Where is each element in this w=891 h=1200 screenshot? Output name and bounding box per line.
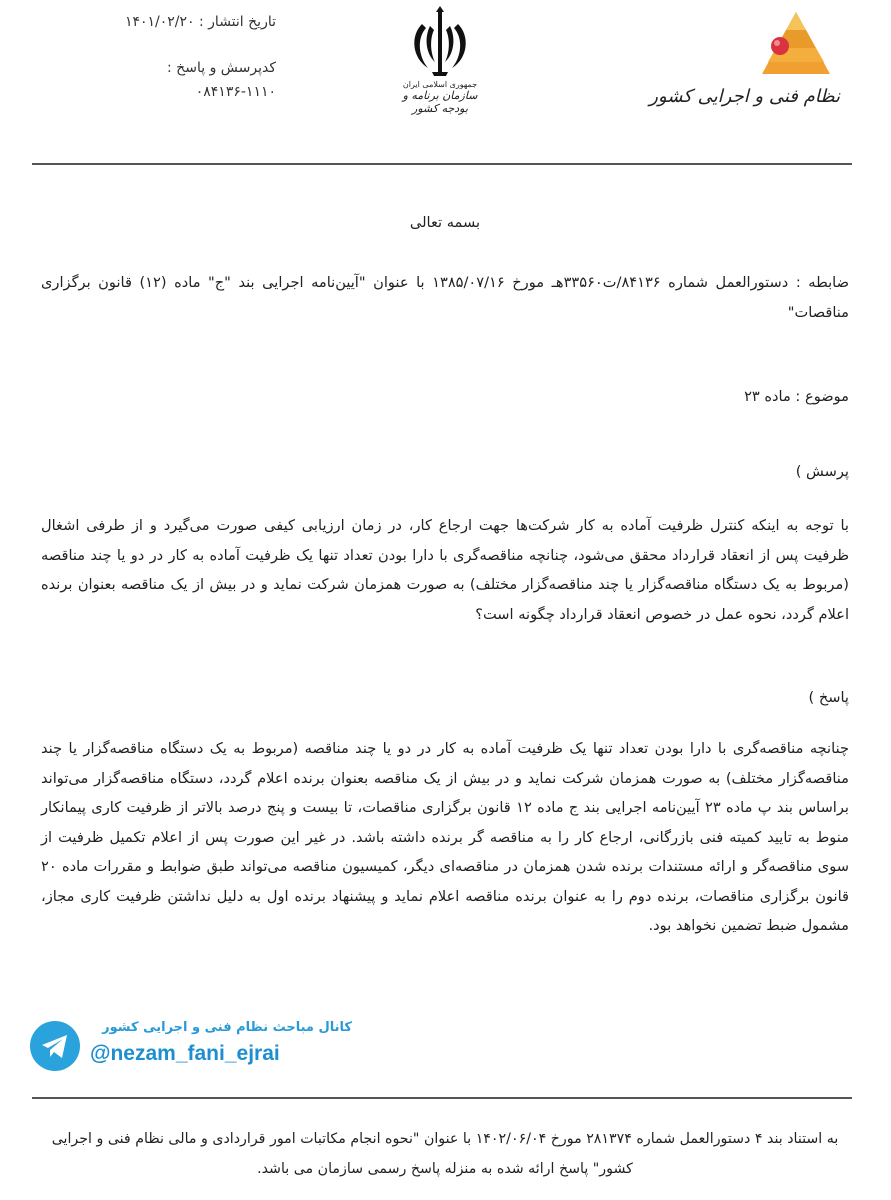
emblem-icon	[408, 6, 472, 78]
telegram-handle[interactable]: @nezam_fani_ejrai	[90, 1042, 280, 1065]
telegram-icon	[30, 1021, 80, 1071]
org-logo	[649, 8, 852, 118]
footer-note: به استناد بند ۴ دستورالعمل شماره ۲۸۱۳۷۴ مورخ ۱۴۰۲/۰۶/۰۴ با عنوان "نحوه انجام مکاتبات امور قراردادی و مالی نظام فنی و اجرایی کشور" پاسخ ارائه شده به منزله پاسخ رسمی سازمان می باشد.	[51, 1131, 839, 1177]
qa-code-value: ۰۸۴۱۳۶-۱۱۱۰	[195, 84, 276, 100]
emblem-caption-1: جمهوری اسلامی ایران	[402, 80, 478, 89]
rule-reference: ضابطه : دستورالعمل شماره ۸۴۱۳۶/ت۳۳۵۶۰هـ مورخ ۱۳۸۵/۰۷/۱۶ با عنوان "آیین‌نامه اجرایی بند "ج" ماده (۱۲) قانون برگزاری مناقصات"	[41, 274, 849, 321]
footer-divider	[32, 1097, 852, 1099]
question-text: با توجه به اینکه کنترل ظرفیت آماده به کار شرکت‌ها جهت ارجاع کار، در زمان ارزیابی کیفی صورت می‌گیرد و از طرفی اشغال ظرفیت پس از انعقاد قرارداد محقق می‌شود، چنانچه مناقصه‌گری با دارا بودن تعداد تنها یک ظرفیت آماده به کار در دو یا چند مناقصه (مربوط به یک دستگاه مناقصه‌گزار یا چند مناقصه‌گزار مختلف) به صورت همزمان شرکت نماید و در بیش از یک مناقصه بعنوان برنده اعلام گردد، نحوه عمل در خصوص انعقاد قرارداد چگونه است؟	[41, 517, 849, 623]
invocation: بسمه تعالی	[409, 214, 481, 231]
header-divider	[32, 163, 852, 165]
telegram-channel[interactable]	[30, 1018, 350, 1078]
question-heading: پرسش )	[795, 463, 849, 480]
publish-date: تاریخ انتشار : ۱۴۰۱/۰۲/۲۰	[124, 14, 276, 30]
org-logo-caption: نظام فنی و اجرایی کشور	[649, 86, 840, 107]
answer-heading: پاسخ )	[808, 689, 849, 706]
org-logo-icon	[744, 8, 834, 80]
iran-emblem	[388, 6, 492, 136]
answer-text: چنانچه مناقصه‌گری با دارا بودن تعداد تنها یک ظرفیت آماده به کار در دو یا چند مناقصه (مربوط به یک دستگاه مناقصه‌گزار یا چند مناقصه‌گزار مختلف) به صورت همزمان شرکت نماید و در بیش از یک مناقصه بعنوان برنده اعلام گردد، دستگاه مناقصه‌گزار می‌تواند براساس بند پ ماده ۲۳ آیین‌نامه اجرایی بند ج ماده ۱۲ قانون برگزاری مناقصات، تا بیست و پنج درصد بالاتر از ظرفیت کاری پیمانکار منوط به تایید کمیته فنی بازرگانی، ارجاع کار را به مناقصه گر برنده داشته باشد. در غیر این صورت پس از اعلام تکمیل ظرفیت از سوی مناقصه‌گر و ارائه مستندات برنده شدن همزمان در مناقصه‌ای دیگر، کمیسیون مناقصه می‌تواند طبق ضوابط و مقررات ماده ۲۰ قانون برگزاری مناقصات، برنده دوم را به عنوان برنده مناقصه اعلام نماید و پیشنهاد برنده اول به دلیل نداشتن ظرفیت کاری مجاز، مشمول ضبط تضمین نخواهد بود.	[41, 740, 849, 934]
qa-code-label: کدپرسش و پاسخ :	[167, 60, 276, 76]
document-meta	[86, 10, 276, 104]
subject-line: موضوع : ماده ۲۳	[744, 388, 849, 405]
telegram-channel-name: کانال مباحث نظام فنی و اجرایی کشور	[102, 1020, 352, 1035]
emblem-caption-2: سازمان برنامه و بودجه کشور	[402, 89, 478, 115]
